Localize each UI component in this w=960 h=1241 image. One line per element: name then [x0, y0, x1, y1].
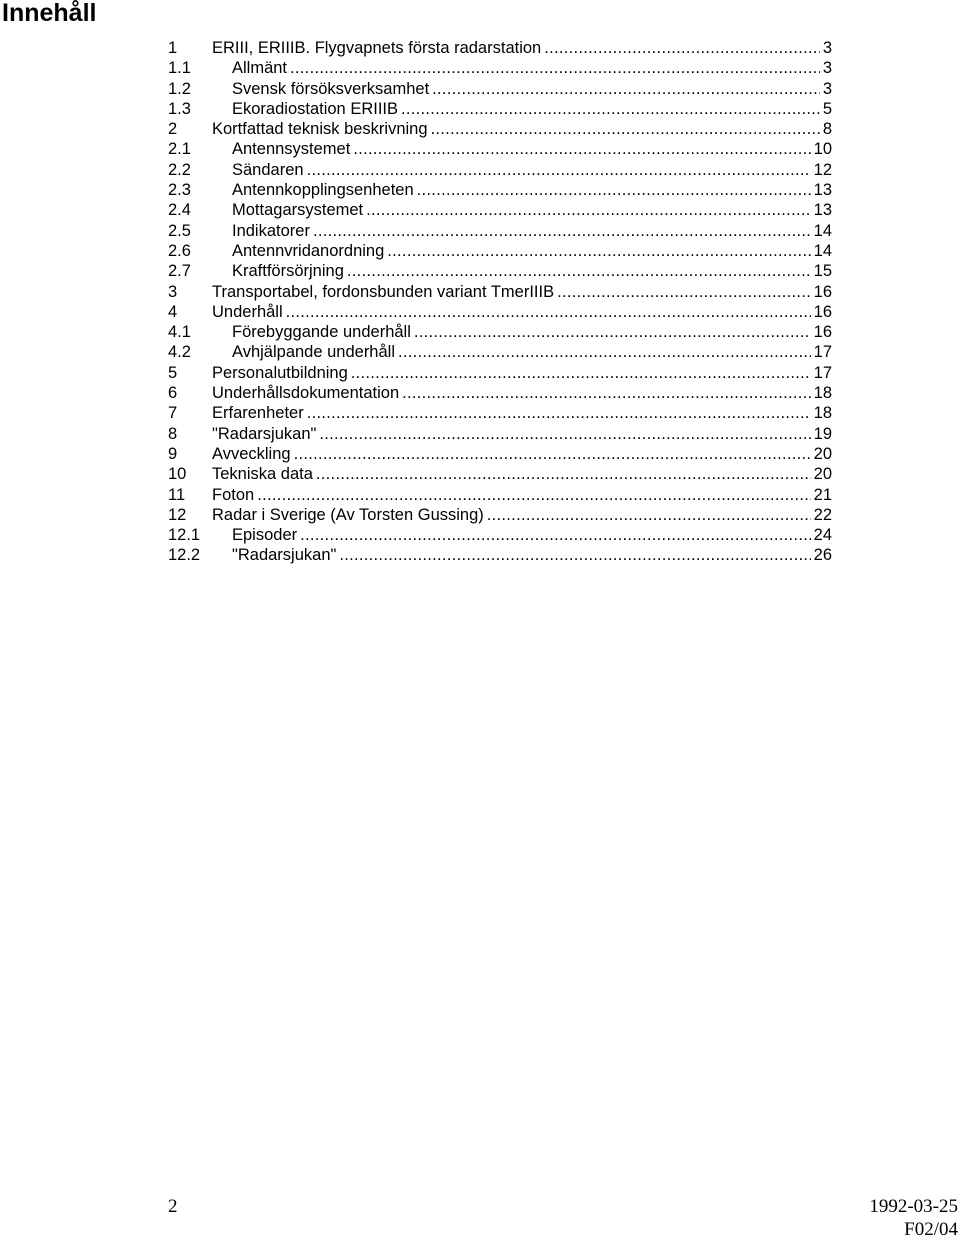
toc-entry-number: 3	[168, 282, 178, 301]
toc-entry-title: Ekoradiostation ERIIIB	[232, 99, 398, 118]
toc-entry-number: 2.1	[168, 140, 191, 159]
toc-dot-leader	[557, 282, 811, 302]
toc-entry[interactable]	[168, 403, 832, 423]
toc-entry-title: Transportabel, fordonsbunden variant TmerIIIB	[212, 282, 555, 301]
toc-entry-number: 11	[168, 485, 186, 504]
toc-entry-number: 1.1	[168, 59, 191, 78]
toc-entry-page: 26	[813, 546, 832, 565]
toc-entry[interactable]	[168, 282, 832, 302]
toc-entry[interactable]	[168, 139, 832, 159]
toc-dot-leader	[286, 302, 811, 322]
toc-entry-title: Underhållsdokumentation	[212, 384, 400, 403]
toc-entry-title: Kraftförsörjning	[232, 262, 344, 281]
toc-entry-page: 20	[813, 444, 832, 463]
toc-entry[interactable]	[168, 180, 832, 200]
toc-dot-leader	[347, 261, 811, 281]
toc-entry-title: ERIII, ERIIIB. Flygvapnets första radarstation	[212, 39, 542, 57]
toc-entry-page: 20	[813, 465, 832, 484]
toc-dot-leader	[351, 363, 811, 383]
toc-entry[interactable]	[168, 363, 832, 383]
footer-document-code: F02/04	[904, 1219, 958, 1240]
toc-entry-page: 17	[813, 343, 832, 362]
toc-entry-number: 12.1	[168, 526, 201, 545]
toc-entry-title: Antennvridanordning	[232, 241, 385, 260]
toc-dot-leader	[431, 119, 820, 139]
toc-entry-page: 15	[813, 262, 832, 281]
toc-entry[interactable]	[168, 160, 832, 180]
toc-entry[interactable]	[168, 221, 832, 241]
toc-entry-number: 12.2	[168, 546, 201, 565]
toc-entry-page: 14	[813, 241, 832, 260]
toc-entry-title: "Radarsjukan"	[232, 546, 337, 565]
toc-entry[interactable]	[168, 383, 832, 403]
toc-entry-title: Sändaren	[232, 160, 304, 179]
toc-dot-leader	[401, 99, 820, 119]
toc-entry-number: 2	[168, 120, 178, 139]
toc-entry-title: Personalutbildning	[212, 363, 348, 382]
toc-dot-leader	[544, 38, 820, 58]
toc-dot-leader	[353, 139, 810, 159]
toc-dot-leader	[339, 545, 810, 565]
toc-entry[interactable]	[168, 464, 832, 484]
toc-entry-number: 4.2	[168, 343, 191, 362]
toc-entry[interactable]	[168, 444, 832, 464]
toc-entry-page: 18	[813, 384, 832, 403]
toc-entry[interactable]	[168, 424, 832, 444]
toc-dot-leader	[257, 485, 810, 505]
toc-entry-page: 16	[813, 282, 832, 301]
toc-entry-number: 9	[168, 444, 178, 463]
toc-entry-page: 21	[813, 485, 832, 504]
toc-entry-title: Underhåll	[212, 302, 283, 321]
toc-entry-number: 6	[168, 384, 178, 403]
toc-entry-title: Indikatorer	[232, 221, 310, 240]
toc-entry[interactable]	[168, 79, 832, 99]
toc-dot-leader	[300, 525, 811, 545]
toc-entry-page: 5	[822, 99, 832, 118]
toc-entry-number: 2.4	[168, 201, 191, 220]
toc-entry-number: 1	[168, 39, 178, 57]
toc-entry-page: 16	[813, 323, 832, 342]
toc-entry-title: Erfarenheter	[212, 404, 304, 423]
toc-entry-title: Avveckling	[212, 444, 291, 463]
toc-dot-leader	[414, 322, 811, 342]
toc-entry-number: 7	[168, 404, 178, 423]
toc-entry[interactable]	[168, 119, 832, 139]
toc-entry-number: 2.5	[168, 221, 191, 240]
toc-entry-number: 12	[168, 505, 187, 524]
toc-dot-leader	[307, 160, 811, 180]
toc-entry-page: 3	[822, 59, 832, 78]
toc-entry-title: Foton	[212, 485, 255, 504]
toc-entry-number: 10	[168, 465, 187, 484]
toc-entry-number: 5	[168, 363, 178, 382]
toc-dot-leader	[316, 464, 811, 484]
toc-dot-leader	[417, 180, 811, 200]
toc-entry-title: "Radarsjukan"	[212, 424, 317, 443]
toc-entry-number: 4	[168, 302, 178, 321]
toc-entry-number: 8	[168, 424, 178, 443]
toc-entry-number: 4.1	[168, 323, 191, 342]
toc-entry-page: 17	[813, 363, 832, 382]
toc-entry-number: 2.7	[168, 262, 191, 281]
toc-entry-number: 2.3	[168, 181, 191, 200]
toc-entry-page: 8	[822, 120, 832, 139]
toc-dot-leader	[366, 200, 811, 220]
toc-entry-title: Mottagarsystemet	[232, 201, 364, 220]
toc-entry-title: Förebyggande underhåll	[232, 323, 411, 342]
toc-dot-leader	[307, 403, 811, 423]
toc-entry-title: Episoder	[232, 526, 298, 545]
toc-entry-number: 2.6	[168, 241, 191, 260]
toc-entry-title: Antennsystemet	[232, 140, 351, 159]
toc-entry-page: 10	[813, 140, 832, 159]
toc-entry-title: Allmänt	[232, 59, 288, 78]
toc-dot-leader	[402, 383, 811, 403]
toc-entry[interactable]	[168, 261, 832, 281]
toc-entry-page: 12	[813, 160, 832, 179]
toc-entry[interactable]	[168, 302, 832, 322]
toc-entry-number: 1.3	[168, 99, 191, 118]
toc-dot-leader	[319, 424, 810, 444]
footer-page-number: 2	[168, 1196, 178, 1217]
toc-entry-page: 18	[813, 404, 832, 423]
toc-entry-title: Tekniska data	[212, 465, 313, 484]
toc-entry[interactable]	[168, 342, 832, 362]
toc-entry-title: Radar i Sverige (Av Torsten Gussing)	[212, 505, 484, 524]
toc-entry[interactable]	[168, 505, 832, 525]
toc-entry[interactable]	[168, 200, 832, 220]
toc-entry-title: Antennkopplingsenheten	[232, 181, 414, 200]
toc-entry-page: 22	[813, 505, 832, 524]
toc-dot-leader	[487, 505, 811, 525]
toc-dot-leader	[290, 58, 820, 78]
toc-entry-page: 3	[822, 79, 832, 98]
toc-entry-page: 3	[822, 39, 832, 57]
toc-entry[interactable]	[168, 545, 832, 565]
toc-entry[interactable]	[168, 58, 832, 78]
toc-entry-number: 1.2	[168, 79, 191, 98]
toc-entry-page: 16	[813, 302, 832, 321]
toc-entry[interactable]	[168, 485, 832, 505]
toc-entry-page: 14	[813, 221, 832, 240]
table-of-contents	[168, 38, 832, 566]
toc-dot-leader	[432, 79, 820, 99]
toc-entry[interactable]	[168, 322, 832, 342]
toc-entry-page: 13	[813, 201, 832, 220]
toc-dot-leader	[294, 444, 811, 464]
toc-dot-leader	[313, 221, 811, 241]
toc-dot-leader	[387, 241, 810, 261]
page-title: Innehåll	[2, 0, 97, 27]
toc-entry-page: 24	[813, 526, 832, 545]
toc-entry[interactable]	[168, 99, 832, 119]
toc-entry[interactable]	[168, 525, 832, 545]
toc-entry-title: Avhjälpande underhåll	[232, 343, 395, 362]
toc-entry[interactable]	[168, 38, 832, 58]
toc-entry-title: Svensk försöksverksamhet	[232, 79, 430, 98]
toc-entry[interactable]	[168, 241, 832, 261]
toc-entry-page: 19	[813, 424, 832, 443]
toc-entry-number: 2.2	[168, 160, 191, 179]
toc-entry-page: 13	[813, 181, 832, 200]
toc-dot-leader	[398, 342, 811, 362]
toc-entry-title: Kortfattad teknisk beskrivning	[212, 120, 428, 139]
footer-date: 1992-03-25	[869, 1196, 958, 1217]
